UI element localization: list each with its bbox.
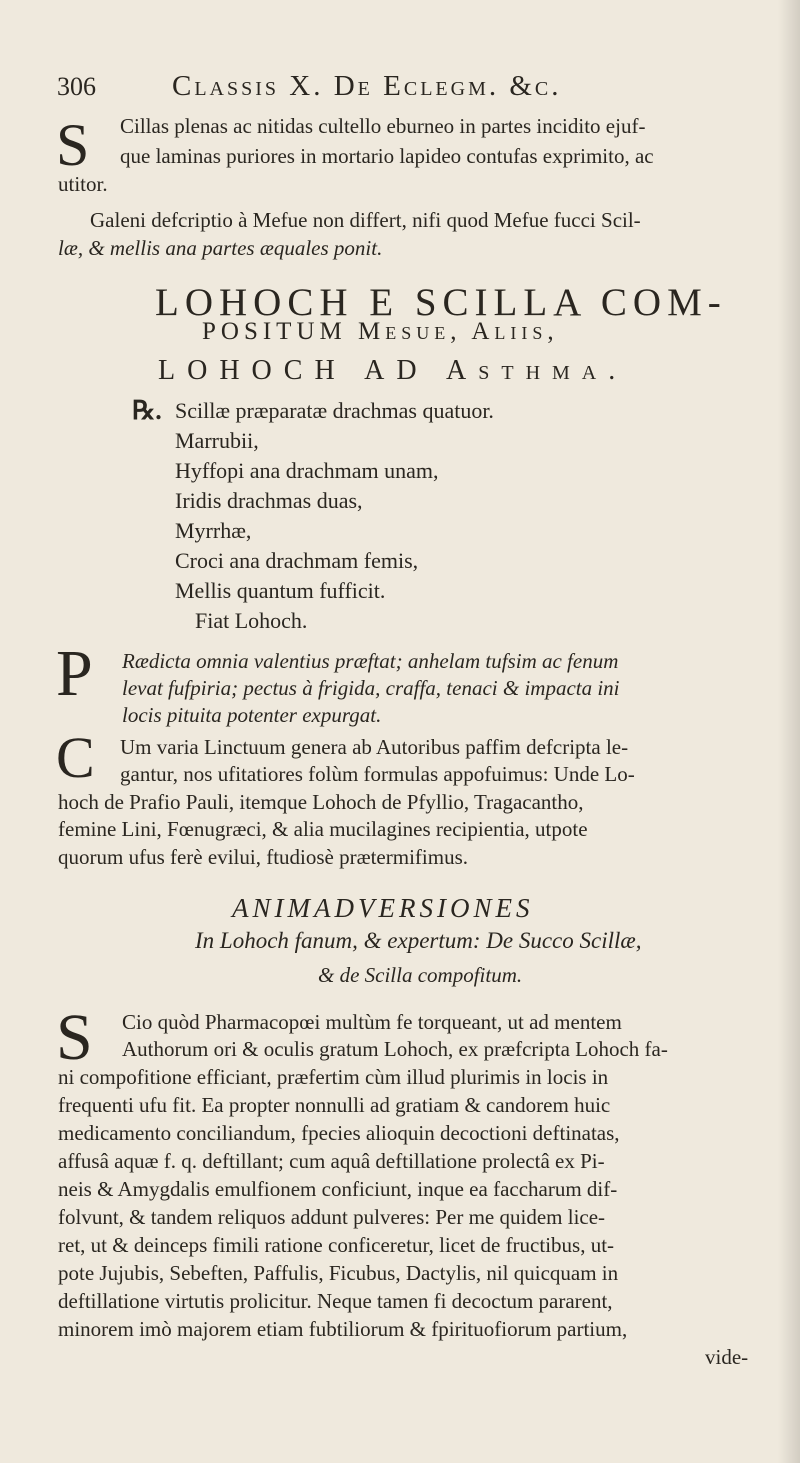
running-head [57, 70, 767, 106]
note-line: gantur, nos ufitatiores folùm formulas appofuimus: Unde Lo- [120, 762, 635, 786]
intro-line: Cillas plenas ac nitidas cultello eburneo in partes incidito ejuf- [120, 114, 646, 138]
virtues-line: locis pituita potenter expurgat. [122, 703, 382, 727]
intro-line: utitor. [58, 172, 108, 196]
ingredient-line: Scillæ præparatæ drachmas quatuor. [175, 398, 494, 423]
final-line: folvunt, & tandem reliquos addunt pulveres: Per me quidem lice- [58, 1205, 606, 1229]
page-number: 306 [57, 72, 96, 101]
dropcap-note: C [56, 725, 95, 790]
ingredient-line: Hyffopi ana drachmam unam, [175, 458, 439, 483]
virtues-line: Rædicta omnia valentius præftat; anhelam tufsim ac fenum [122, 649, 619, 673]
note-line: femine Lini, Fœnugræci, & alia mucilagines recipientia, utpote [58, 817, 588, 841]
dropcap-virtues: P [56, 637, 93, 710]
page-edge-shadow [778, 0, 800, 1463]
ingredient-line: Croci ana drachmam femis, [175, 548, 419, 573]
catchword: vide- [705, 1345, 749, 1369]
final-line: Cio quòd Pharmacopœi multùm fe torqueant, ut ad mentem [122, 1010, 622, 1034]
final-line: minorem imò majorem etiam fubtiliorum & fpirituofiorum partium, [58, 1317, 628, 1341]
galeni-line: læ, & mellis ana partes æquales ponit. [58, 236, 383, 260]
note-line: hoch de Prafio Pauli, itemque Lohoch de Pfyllio, Tragacantho, [58, 790, 584, 814]
galeni-line: Galeni defcriptio à Mefue non differt, nifi quod Mefue fucci Scil- [90, 208, 641, 232]
final-line: neis & Amygdalis emulfionem conficiunt, inque ea faccharum dif- [58, 1177, 618, 1201]
intro-line: que laminas puriores in mortario lapideo contufas exprimito, ac [120, 144, 654, 168]
dropcap-intro: S [56, 112, 90, 178]
final-line: ni compofitione efficiant, præfertim cùm illud plurimis in locis in [58, 1065, 609, 1089]
recipe-title-line: LOHOCH E SCILLA COM- [155, 281, 727, 324]
ingredient-line: Iridis drachmas duas, [175, 488, 363, 513]
animadversiones-subheading: In Lohoch fanum, & expertum: De Succo Scillæ, [195, 928, 642, 953]
recipe-title-line: POSITUM Mesue, Aliis, [202, 318, 559, 345]
running-title: Classis X. De Eclegm. &c. [172, 70, 562, 102]
final-line: deftillatione virtutis prolicitur. Neque tamen fi decoctum pararent, [58, 1289, 613, 1313]
ingredient-line: Fiat Lohoch. [195, 608, 308, 633]
animadversiones-subheading: & de Scilla compofitum. [318, 963, 523, 987]
final-line: frequenti ufu fit. Ea propter nonnulli ad gratiam & candorem huic [58, 1093, 611, 1117]
ingredient-line: Mellis quantum fufficit. [175, 578, 386, 603]
virtues-line: levat fufpiria; pectus à frigida, craffa, tenaci & impacta ini [122, 676, 620, 700]
final-line: ret, ut & deinceps fimili ratione conficeretur, licet de fructibus, ut- [58, 1233, 615, 1257]
ingredient-line: Myrrhæ, [175, 518, 252, 543]
final-line: affusâ aquæ f. q. deftillant; cum aquâ deftillatione prolectâ ex Pi- [58, 1149, 605, 1173]
recipe-symbol: ℞. [132, 396, 162, 425]
dropcap-final: S [56, 1001, 93, 1074]
recipe-title-line: LOHOCH AD Asthma. [158, 355, 628, 386]
final-line: pote Jujubis, Sebeften, Paffulis, Ficubus, Dactylis, nil quicquam in [58, 1261, 619, 1285]
note-line: Um varia Linctuum genera ab Autoribus paffim defcripta le- [120, 735, 629, 759]
note-line: quorum ufus ferè evilui, ftudiosè prætermifimus. [58, 845, 469, 869]
final-line: medicamento conciliandum, fpecies alioquin decoctioni deftinatas, [58, 1121, 620, 1145]
final-line: Authorum ori & oculis gratum Lohoch, ex præfcripta Lohoch fa- [122, 1037, 668, 1061]
animadversiones-heading: ANIMADVERSIONES [232, 893, 534, 923]
ingredient-line: Marrubii, [175, 428, 259, 453]
